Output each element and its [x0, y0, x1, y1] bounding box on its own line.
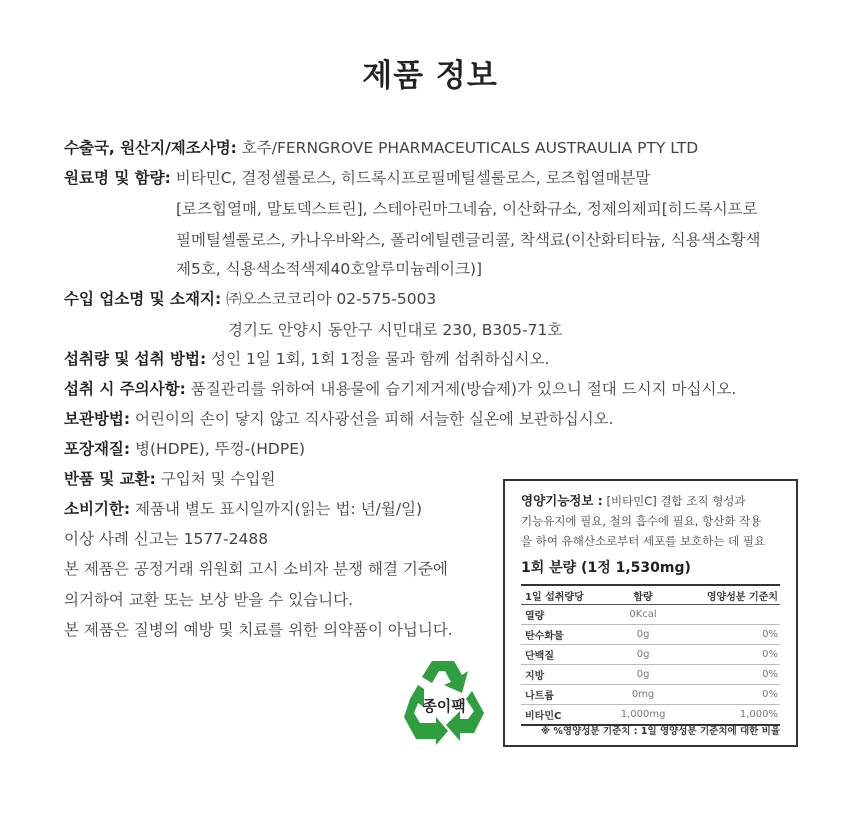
- importer-row: [64, 287, 436, 309]
- serving-size: 1회 분량 (1정 1,530mg): [521, 560, 691, 576]
- nutrient-percent: 0%: [675, 625, 780, 645]
- nutrient-percent: 0%: [675, 645, 780, 665]
- nutrient-amount: 0g: [611, 625, 675, 645]
- nutrition-desc-3: 을 하여 유해산소로부터 세포를 보호하는 데 필요: [521, 534, 766, 548]
- origin-row: [64, 136, 698, 158]
- importer-value: ㈜오스코코리아 02-575-5003: [221, 290, 437, 308]
- caution-label: 섭취 시 주의사항:: [64, 380, 186, 398]
- nutrition-description: [521, 491, 789, 551]
- return-value: 구입처 및 수입원: [155, 470, 276, 488]
- table-row: [521, 685, 780, 705]
- nutrient-name: 탄수화물: [521, 625, 611, 645]
- nutrition-footnote: ※ %영양성분 기준치 : 1일 영양성분 기준치에 대한 비율: [540, 726, 780, 737]
- report-line: 이상 사례 신고는 1577-2488: [64, 530, 269, 548]
- ingredients-row: [64, 166, 650, 188]
- storage-row: [64, 407, 614, 429]
- nutrient-percent: 0%: [675, 665, 780, 685]
- nutrient-percent: 1,000%: [675, 705, 780, 726]
- expiry-value: 제품내 별도 표시일까지(읽는 법: 년/월/일): [130, 500, 423, 518]
- nutrition-table: [521, 584, 780, 726]
- expiry-row: [64, 497, 422, 519]
- storage-label: 보관방법:: [64, 410, 131, 428]
- intake-value: 성인 1일 1회, 1회 1정을 물과 함께 섭취하십시오.: [206, 350, 550, 368]
- nutrient-name: 비타민C: [521, 705, 611, 726]
- storage-value: 어린이의 손이 닿지 않고 직사광선을 피해 서늘한 실온에 보관하십시오.: [130, 410, 614, 428]
- header-per-day: 1일 섭취량당: [521, 585, 611, 605]
- packaging-row: [64, 437, 305, 459]
- nutrition-table-header: [521, 585, 780, 605]
- nutrient-amount: 0Kcal: [611, 605, 675, 625]
- nutrient-name: 지방: [521, 665, 611, 685]
- caution-value: 품질관리를 위하여 내용물에 습기제거제(방습제)가 있으니 절대 드시지 마십시오.: [185, 380, 737, 398]
- intake-label: 섭취량 및 섭취 방법:: [64, 350, 207, 368]
- intake-row: [64, 347, 549, 369]
- ingredients-value: 비타민C, 결정셀룰로스, 히드록시프로필메틸셀룰로스, 로즈힙열매분말: [170, 169, 651, 187]
- table-row: [521, 705, 780, 726]
- ingredients-label: 원료명 및 함량:: [64, 169, 171, 187]
- table-row: [521, 605, 780, 625]
- origin-value: 호주/FERNGROVE PHARMACEUTICALS AUSTRAULIA PTY LTD: [236, 139, 699, 157]
- paper-pack-recycle-icon: [402, 655, 486, 749]
- return-row: [64, 467, 275, 489]
- page-title: 제품 정보: [362, 58, 498, 94]
- expiry-label: 소비기한:: [64, 500, 131, 518]
- nutrient-amount: 0g: [611, 665, 675, 685]
- nutrition-facts-box: [503, 479, 798, 747]
- disclaimer-line: 본 제품은 질병의 예방 및 치료를 위한 의약품이 아닙니다.: [64, 621, 453, 639]
- recycle-label: 종이팩: [422, 697, 466, 715]
- dispute-line-1: 본 제품은 공정거래 위원회 고시 소비자 분쟁 해결 기준에: [64, 560, 448, 578]
- packaging-label: 포장재질:: [64, 440, 131, 458]
- caution-row: [64, 377, 736, 399]
- nutrient-name: 단백질: [521, 645, 611, 665]
- table-row: [521, 645, 780, 665]
- origin-label: 수출국, 원산지/제조사명:: [64, 139, 237, 157]
- nutrient-amount: 1,000mg: [611, 705, 675, 726]
- nutrition-title: 영양기능정보 :: [521, 493, 603, 508]
- packaging-value: 병(HDPE), 뚜껑-(HDPE): [130, 440, 306, 458]
- importer-address: 경기도 안양시 동안구 시민대로 230, B305-71호: [228, 321, 563, 339]
- nutrient-name: 열량: [521, 605, 611, 625]
- ingredients-line-2: [로즈힙열매, 말토덱스트린], 스테아린마그네슘, 이산화규소, 정제의제피[히드록시프로: [176, 200, 758, 218]
- table-row: [521, 665, 780, 685]
- table-row: [521, 625, 780, 645]
- header-amount: 함량: [611, 585, 675, 605]
- dispute-line-2: 의거하여 교환 또는 보상 받을 수 있습니다.: [64, 591, 354, 609]
- nutrient-amount: 0mg: [611, 685, 675, 705]
- return-label: 반품 및 교환:: [64, 470, 156, 488]
- nutrition-desc-1: [비타민C] 결합 조직 형성과: [602, 494, 746, 508]
- importer-label: 수입 업소명 및 소재지:: [64, 290, 222, 308]
- ingredients-line-4: 제5호, 식용색소적색제40호알루미늄레이크)]: [176, 260, 483, 278]
- header-daily-value: 영양성분 기준치: [675, 585, 780, 605]
- nutrient-name: 나트륨: [521, 685, 611, 705]
- nutrition-desc-2: 기능유지에 필요, 철의 흡수에 필요, 항산화 작용: [521, 514, 762, 528]
- nutrient-percent: [675, 605, 780, 625]
- nutrient-amount: 0g: [611, 645, 675, 665]
- nutrient-percent: 0%: [675, 685, 780, 705]
- ingredients-line-3: 필메틸셀룰로스, 카나우바왁스, 폴리에틸렌글리콜, 착색료(이산화티타늄, 식용색소황색: [176, 231, 761, 249]
